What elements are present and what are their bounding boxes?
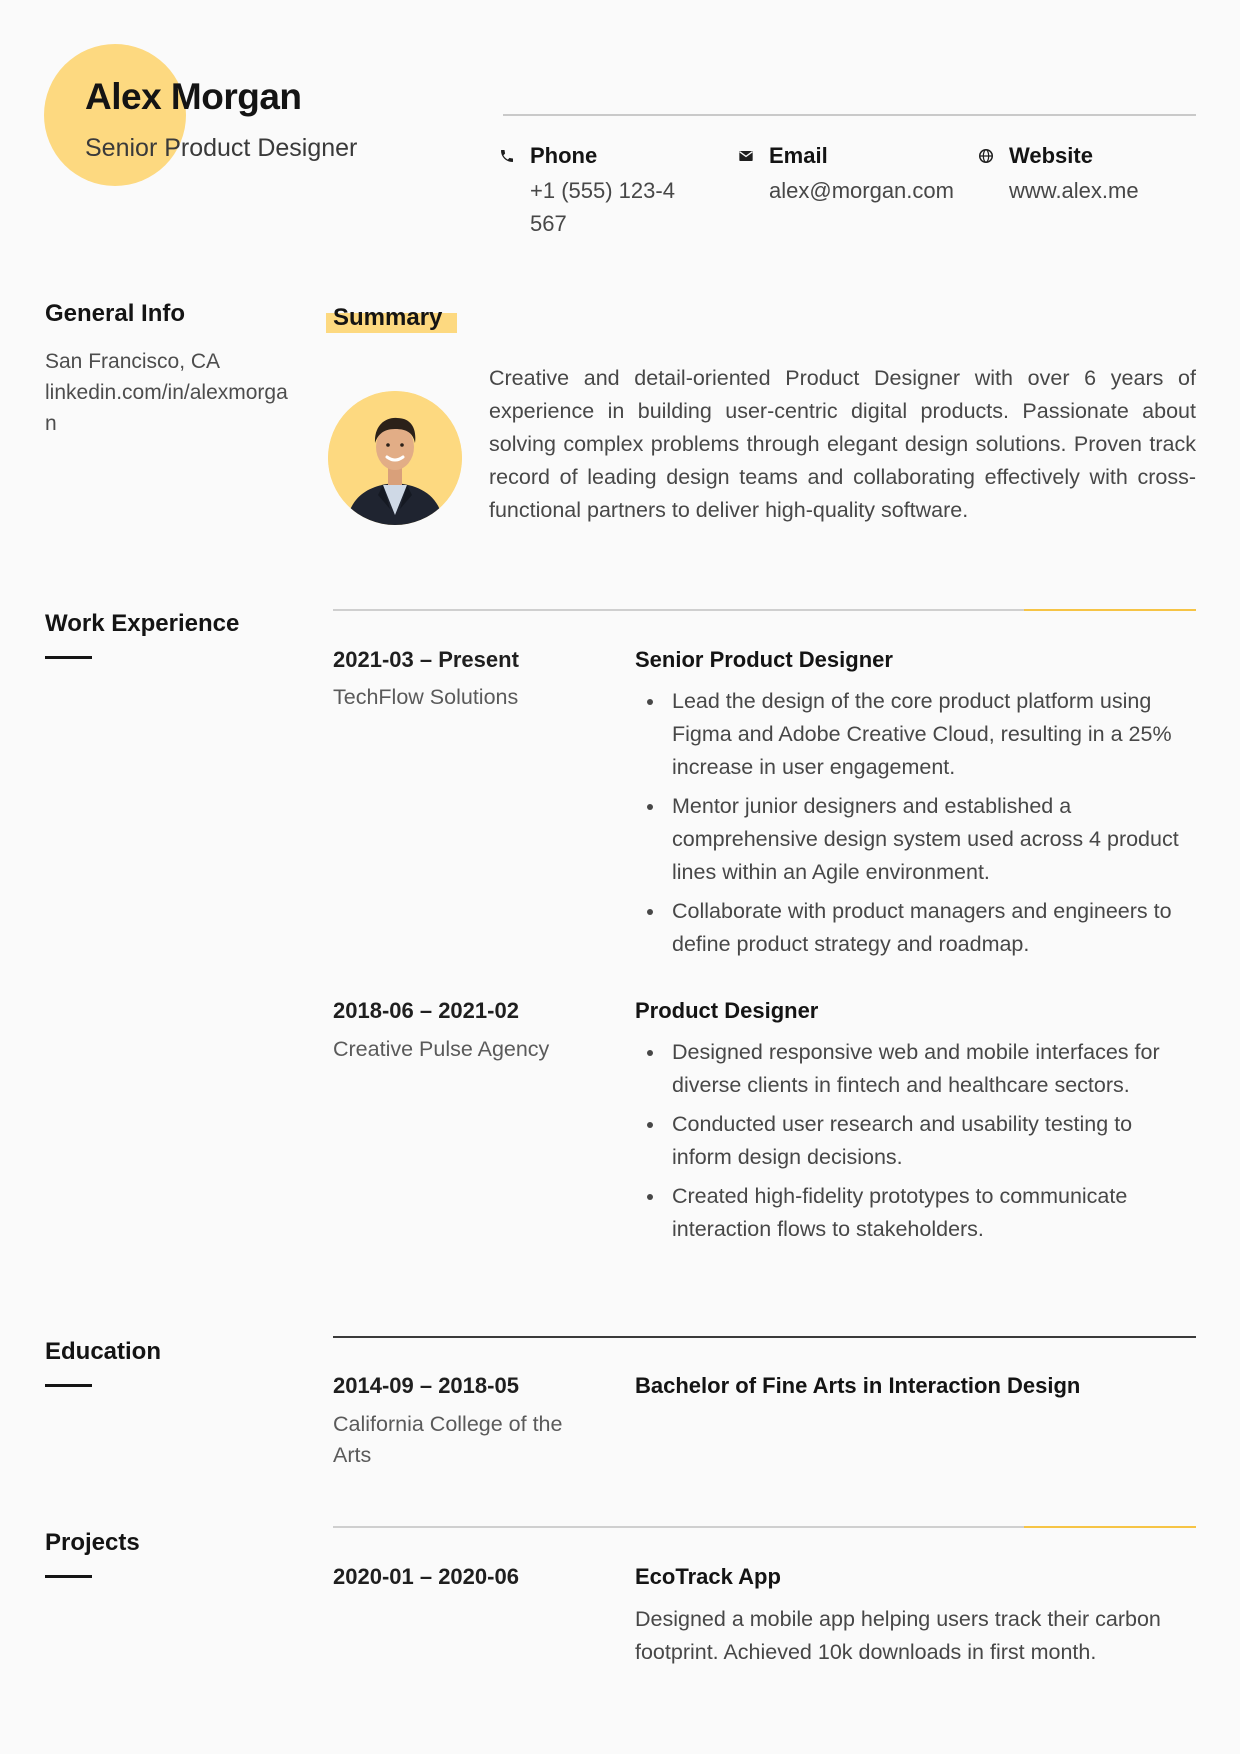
summary-text: Creative and detail-oriented Product Designer with over 6 years of experience in building user-centric digital products. Passionate about solving complex problems through elegant design solutions. Proven track record of leading design teams and collaborating effectively with cross-functional partners to deliver high-quality software.	[489, 366, 1196, 522]
list-item: Created high-fidelity prototypes to communicate interaction flows to stakeholders.	[635, 1180, 1195, 1246]
project-entry-dates: 2020-01 – 2020-06	[333, 1564, 519, 1589]
list-item: Designed responsive web and mobile interfaces for diverse clients in fintech and healthcare sectors.	[635, 1036, 1195, 1102]
work-entry-2-position: Product Designer	[635, 998, 819, 1023]
contact-phone-value[interactable]: +1 (555) 123-4567	[530, 178, 675, 236]
general-info-title: General Info	[45, 300, 186, 327]
projects-underline	[45, 1575, 92, 1578]
work-entry-1-dates: 2021-03 – Present	[333, 647, 519, 672]
work-experience-title: Work Experience	[45, 610, 240, 637]
education-title: Education	[45, 1338, 162, 1365]
email-icon	[736, 146, 756, 166]
summary-title: Summary	[333, 304, 443, 331]
work-entry-1-company: TechFlow Solutions	[333, 685, 519, 709]
work-entry-2-dates: 2018-06 – 2021-02	[333, 998, 519, 1023]
linkedin-link[interactable]: linkedin.com/in/alexmorgan	[45, 381, 288, 435]
contact-phone-label: Phone	[530, 143, 598, 168]
contact-email-label: Email	[769, 143, 828, 168]
avatar-portrait	[328, 391, 462, 525]
list-item: Collaborate with product managers and engineers to define product strategy and roadmap.	[635, 895, 1195, 961]
contact-website-value[interactable]: www.alex.me	[1009, 178, 1139, 203]
education-divider	[333, 1336, 1196, 1338]
contact-email	[769, 142, 969, 207]
education-underline	[45, 1384, 92, 1387]
general-info-details	[45, 346, 295, 439]
globe-icon	[976, 146, 996, 166]
location-text: San Francisco, CA	[45, 350, 221, 373]
education-entry-dates: 2014-09 – 2018-05	[333, 1373, 519, 1398]
education-entry-degree: Bachelor of Fine Arts in Interaction Design	[635, 1373, 1081, 1398]
work-entry-2-company: Creative Pulse Agency	[333, 1037, 550, 1061]
phone-icon	[497, 146, 517, 166]
divider-accent	[1024, 609, 1196, 611]
contact-website	[1009, 142, 1209, 207]
work-experience-divider	[333, 609, 1196, 611]
work-experience-underline	[45, 656, 92, 659]
contact-website-label: Website	[1009, 143, 1093, 168]
header-divider	[503, 114, 1196, 116]
education-entry-school: California College of the Arts	[333, 1412, 563, 1467]
list-item: Mentor junior designers and established a comprehensive design system used across 4 product lines within an Agile environment.	[635, 790, 1195, 889]
projects-title: Projects	[45, 1529, 140, 1556]
project-entry-description: Designed a mobile app helping users track their carbon footprint. Achieved 10k downloads in first month.	[635, 1607, 1161, 1664]
candidate-name: Alex Morgan	[85, 76, 302, 117]
profile-photo	[328, 391, 462, 525]
projects-divider	[333, 1526, 1196, 1528]
list-item: Lead the design of the core product platform using Figma and Adobe Creative Cloud, resulting in a 25% increase in user engagement.	[635, 685, 1195, 784]
project-entry-name: EcoTrack App	[635, 1564, 781, 1589]
work-entry-1-position: Senior Product Designer	[635, 647, 893, 672]
divider-accent	[1024, 1526, 1196, 1528]
work-entry-1-bullets	[635, 685, 1195, 967]
candidate-role: Senior Product Designer	[85, 134, 358, 162]
contact-email-value[interactable]: alex@morgan.com	[769, 178, 954, 203]
contact-phone	[530, 142, 730, 240]
work-entry-2-bullets	[635, 1036, 1195, 1252]
list-item: Conducted user research and usability testing to inform design decisions.	[635, 1108, 1195, 1174]
